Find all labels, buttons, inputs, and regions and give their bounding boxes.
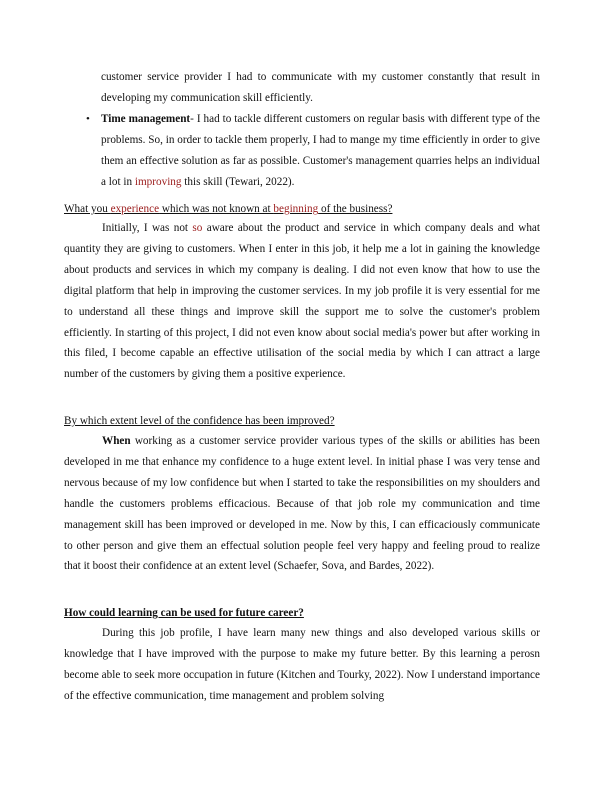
bullet-item-time-management <box>101 109 540 193</box>
section1-body-highlight: so <box>192 222 203 234</box>
section3-body: During this job profile, I have learn many new things and also developed various skills or knowledge that I have improved with the purpose to make my future better. By this learning a perosn become able to seek more occupation in future (Kitchen and Tourky, 2022). Now I understand importance of the effective communication, time management and problem solving <box>64 627 540 702</box>
section1-body <box>64 218 540 385</box>
section2-body <box>64 431 540 577</box>
section2-heading: By which extent level of the confidence has been improved? <box>64 415 335 427</box>
section1-heading-highlight: experience <box>110 203 160 215</box>
bullet-text-after: this skill (Tewari, 2022). <box>181 175 295 188</box>
section1-heading-part: What you <box>64 203 111 215</box>
continuation-text: customer service provider I had to communicate with my customer constantly that result in developing my communication skill efficiently. <box>101 71 540 104</box>
section1-heading-part: of the business? <box>318 203 393 215</box>
section2-body-bold: When <box>102 435 131 447</box>
bullet-icon: • <box>86 113 90 125</box>
bullet-term: Time management <box>101 113 191 125</box>
continuation-paragraph <box>101 67 540 109</box>
section1-heading-part: which was not known at <box>159 203 274 215</box>
section1-body-part: Initially, I was not <box>102 222 193 234</box>
section2-body-text: working as a customer service provider various types of the skills or abilities has been developed in me that enhance my confidence to a huge extent level. In initial phase I was very tense and nervous because of my low confidence but when I started to take the responsibilities on my shoulders and handle the customers problems efficacious. Because of that job role my communication and time management skill has been improved or developed in me. Now by this, I can efficaciously communicate to other person and give them an effectual solution people feel very happy and feeling proud to realize that it boost their confidence at an extent level (Schaefer, Sova, and Bardes, 2022). <box>64 435 540 573</box>
bullet-highlight: improving <box>134 175 182 188</box>
section1-heading-highlight: beginning <box>273 203 319 215</box>
section3-heading: How could learning can be used for future career? <box>64 607 304 619</box>
bullet-text-before: - I had to tackle different customers on regular basis with different type of the problems. So, in order to tackle them properly, I had to mange my time efficiently in order to give them an effective solution as far as possible. Customer's management quarries helps an individual a lot in <box>101 113 540 188</box>
section1-heading <box>64 201 392 217</box>
section1-body-part: aware about the product and service in which company deals and what quantity they are giving to customers. When I enter in this job, it help me a lot in gaining the knowledge about products and services in which my company is dealing. I did not even know that how to use the digital platform that help in improving the customer services. In my job profile it is very essential for me to understand all these things and improve skill the support me to solve the customer's problem efficiently. In starting of this project, I did not even know about social media's power but after working in this filed, I become capable an effective utilisation of the social media by which I can attract a large number of the customers by giving them a positive experience. <box>64 222 540 381</box>
